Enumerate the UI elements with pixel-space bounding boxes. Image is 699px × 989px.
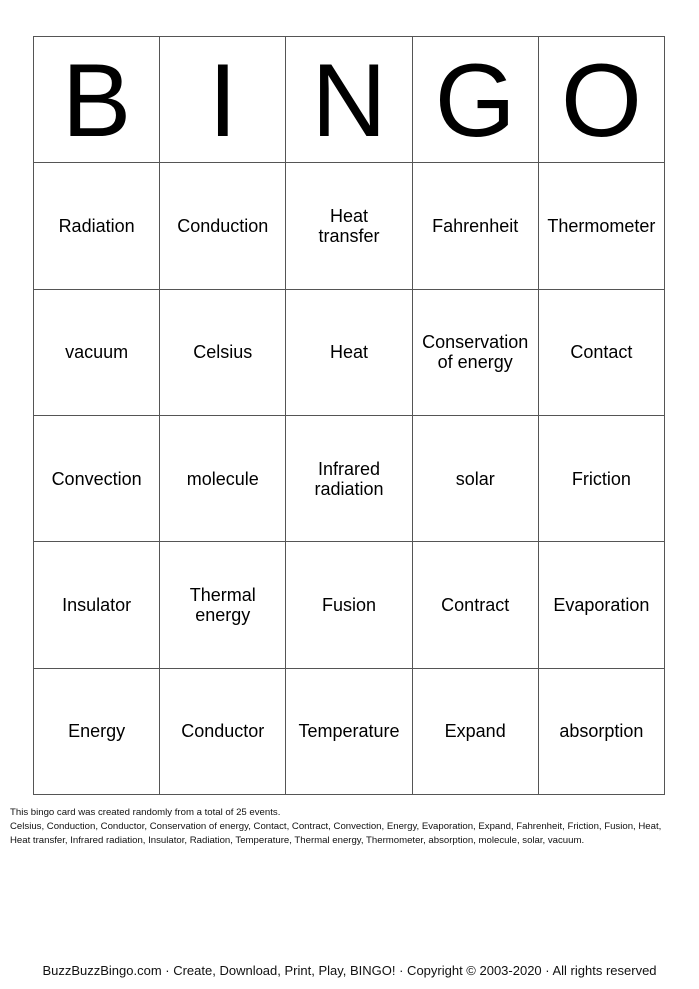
bingo-cell [286, 163, 412, 289]
bingo-cell [34, 416, 160, 542]
cell-text: Energy [68, 721, 126, 742]
header-letter-b: B [34, 37, 160, 163]
bingo-cell [413, 542, 539, 668]
bingo-cell [286, 416, 412, 542]
bingo-cell [160, 163, 286, 289]
bingo-cell [539, 416, 665, 542]
cell-text: Fahrenheit [432, 215, 519, 236]
page-footer: BuzzBuzzBingo.com · Create, Download, Print, Play, BINGO! · Copyright © 2003-2020 · All rights reserved [42, 963, 657, 978]
cell-text-line: Conservation [422, 332, 529, 353]
cell-text: Convection [51, 468, 142, 489]
cell-text: Heat [329, 342, 368, 363]
cell-text-line: energy [195, 604, 251, 625]
cell-text: Conductor [181, 721, 265, 742]
card-note [10, 806, 680, 848]
cell-text-line: radiation [314, 478, 384, 499]
cell-text: absorption [559, 721, 644, 742]
bingo-cell [160, 669, 286, 795]
header-letter-i: I [160, 37, 286, 163]
cell-text: solar [455, 468, 495, 489]
cell-text: vacuum [65, 342, 129, 363]
card-note-word-list: Celsius, Conduction, Conductor, Conservation of energy, Contact, Contract, Convection, Energy, Evaporation, Expand, Fahrenheit, Friction, Fusion, Heat, Heat transfer, Infrared radiation, Insulator, Radiation, Temperature, Thermal energy, Thermometer, absorption, molecule, solar, vacuum. [10, 821, 662, 846]
bingo-cell [160, 290, 286, 416]
header-letter-n: N [286, 37, 412, 163]
bingo-cell [413, 416, 539, 542]
cell-text-line: of energy [437, 352, 513, 373]
cell-text: Thermometer [547, 215, 656, 236]
cell-text: Celsius [193, 342, 253, 363]
cell-text: Temperature [298, 721, 400, 742]
cell-text: Contact [570, 342, 633, 363]
bingo-cell [413, 163, 539, 289]
bingo-cell [539, 669, 665, 795]
cell-text: Expand [444, 721, 506, 742]
cell-text-line: transfer [318, 225, 380, 246]
bingo-cell [286, 669, 412, 795]
bingo-cell [34, 542, 160, 668]
cell-text: Evaporation [553, 594, 650, 615]
cell-text: Fusion [321, 594, 376, 615]
cell-text: Conduction [177, 215, 269, 236]
cell-text-line: Heat [329, 205, 368, 226]
bingo-cell [539, 163, 665, 289]
bingo-cell [286, 290, 412, 416]
bingo-cell [539, 542, 665, 668]
bingo-cell [160, 416, 286, 542]
bingo-card [33, 36, 665, 795]
cell-text: Radiation [58, 215, 135, 236]
cell-text-line: Infrared [317, 458, 381, 479]
bingo-cell [160, 542, 286, 668]
bingo-cell [34, 290, 160, 416]
bingo-cell [286, 542, 412, 668]
header-letter-g: G [413, 37, 539, 163]
header-letter-o: O [539, 37, 665, 163]
bingo-cell [539, 290, 665, 416]
bingo-cell [34, 669, 160, 795]
bingo-cell [413, 290, 539, 416]
cell-text: Contract [441, 594, 510, 615]
bingo-cell [34, 163, 160, 289]
cell-text: Friction [571, 468, 631, 489]
cell-text: molecule [186, 468, 259, 489]
cell-text-line: Thermal [189, 584, 256, 605]
card-note-summary: This bingo card was created randomly from a total of 25 events. [10, 807, 281, 818]
bingo-cell [413, 669, 539, 795]
cell-text: Insulator [62, 594, 132, 615]
